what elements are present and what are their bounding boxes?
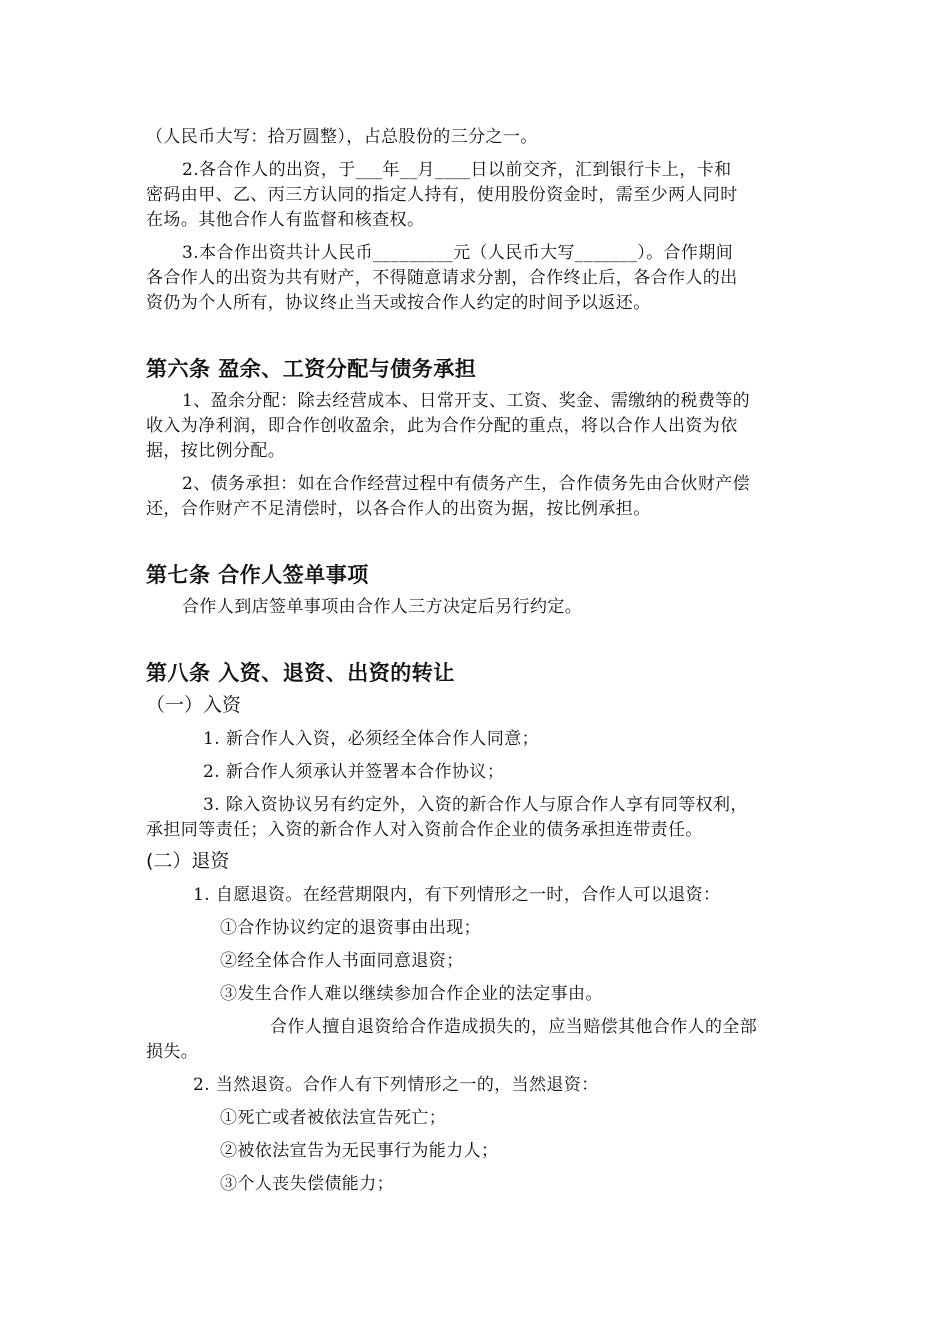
list-item: 1. 自愿退资。在经营期限内，有下列情形之一时，合作人可以退资： <box>193 885 721 905</box>
list-subitem: ①死亡或者被依法宣告死亡； <box>220 1108 447 1128</box>
list-item: 1. 新合作人入资，必须经全体合作人同意； <box>203 729 540 749</box>
paragraph-line: 3.本合作出资共计人民币_________元（人民币大写_______）。合作期间 <box>182 243 734 263</box>
list-subitem: ①合作协议约定的退资事由出现； <box>220 918 481 938</box>
paragraph-line: 1、盈余分配：除去经营成本、日常开支、工资、奖金、需缴纳的税费等的 <box>182 391 751 411</box>
list-item: 2. 当然退资。合作人有下列情形之一的，当然退资： <box>193 1075 599 1095</box>
paragraph-line: 密码由甲、乙、丙三方认同的指定人持有，使用股份资金时，需至少两人同时 <box>146 185 738 205</box>
section-heading-article-8: 第八条 入资、退资、出资的转让 <box>146 661 455 685</box>
paragraph-line: 承担同等责任；入资的新合作人对入资前合作企业的债务承担连带责任。 <box>146 820 703 840</box>
paragraph-line: 2、债务承担：如在合作经营过程中有债务产生，合作债务先由合伙财产偿 <box>182 474 751 494</box>
list-subitem: ②经全体合作人书面同意退资； <box>220 951 464 971</box>
paragraph-line: 还，合作财产不足清偿时，以各合作人的出资为据，按比例承担。 <box>146 499 651 519</box>
paragraph-line: （人民币大写：拾万圆整），占总股份的三分之一。 <box>146 127 538 147</box>
list-subitem: ③发生合作人难以继续参加合作企业的法定事由。 <box>220 984 603 1004</box>
list-item: 2. 新合作人须承认并签署本合作协议； <box>203 762 505 782</box>
list-subitem: ③个人丧失偿债能力； <box>220 1174 394 1194</box>
paragraph-line: 在场。其他合作人有监督和核查权。 <box>146 210 425 230</box>
paragraph-line: 收入为净利润，即合作创收盈余，此为合作分配的重点，将以合作人出资为依 <box>146 416 738 436</box>
paragraph-line: 合作人擅自退资给合作造成损失的，应当赔偿其他合作人的全部 <box>270 1017 758 1037</box>
section-heading-article-6: 第六条 盈余、工资分配与债务承担 <box>146 357 477 381</box>
paragraph-line: 据，按比例分配。 <box>146 441 286 461</box>
paragraph-line: 合作人到店签单事项由合作人三方决定后另行约定。 <box>182 597 583 617</box>
paragraph-line: 各合作人的出资为共有财产，不得随意请求分割，合作终止后，各合作人的出 <box>146 268 738 288</box>
paragraph-line: 2.各合作人的出资，于___年__月____日以前交齐，汇到银行卡上，卡和 <box>182 160 732 180</box>
list-item: 3. 除入资协议另有约定外，入资的新合作人与原合作人享有同等权利， <box>203 795 748 815</box>
paragraph-line: 损失。 <box>146 1042 199 1062</box>
subsection-heading-capital-withdrawal: (二）退资 <box>146 850 230 872</box>
list-subitem: ②被依法宣告为无民事行为能力人； <box>220 1141 499 1161</box>
section-heading-article-7: 第七条 合作人签单事项 <box>146 563 369 587</box>
subsection-heading-capital-entry: （一）入资 <box>146 694 242 716</box>
paragraph-line: 资仍为个人所有，协议终止当天或按合作人约定的时间予以返还。 <box>146 293 651 313</box>
